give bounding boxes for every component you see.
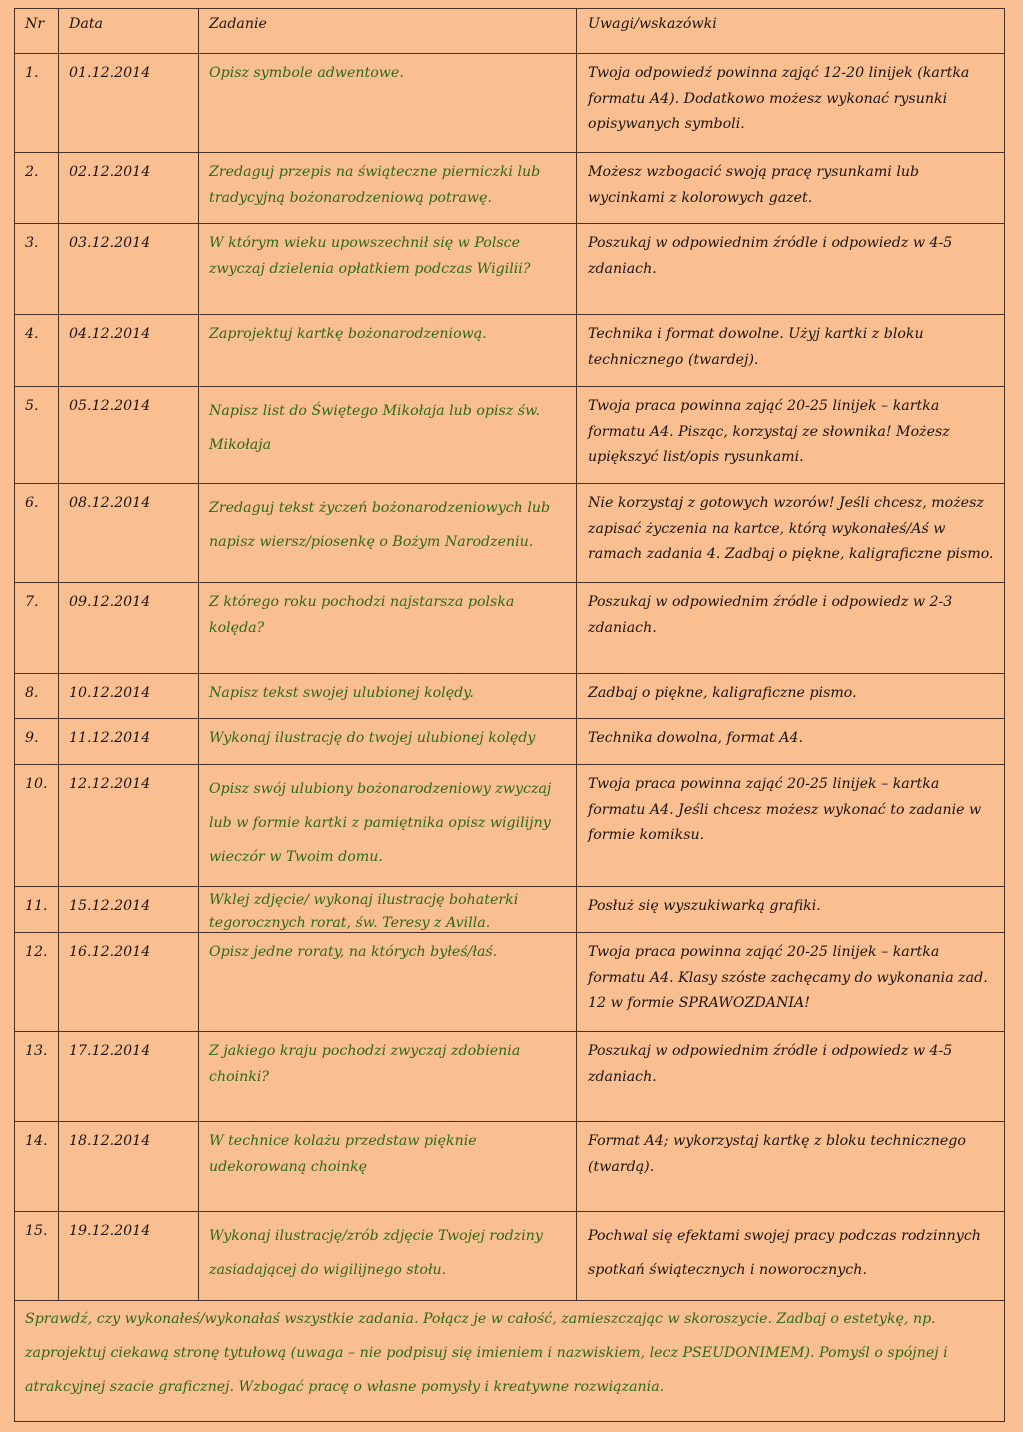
row-notes: Twoja odpowiedź powinna zająć 12-20 linijek (kartka formatu A4). Dodatkowo możesz wykonać rysunki opisywanych symboli.	[588, 65, 970, 132]
row-nr: 2.	[15, 153, 59, 223]
table-row	[15, 54, 1004, 153]
row-notes: Technika i format dowolne. Użyj kartki z bloku technicznego (twardej).	[588, 326, 924, 368]
header-task: Zadanie	[199, 9, 577, 53]
row-date: 01.12.2014	[59, 54, 199, 152]
row-notes: Technika dowolna, format A4.	[588, 730, 804, 746]
row-task: Zaprojektuj kartkę bożonarodzeniową.	[199, 315, 577, 386]
row-notes: Nie korzystaj z gotowych wzorów! Jeśli chcesz, możesz zapisać życzenia na kartce, którą wykonałeś/Aś w ramach zadania 4. Zadbaj o piękne, kaligraficzne pismo.	[588, 495, 994, 562]
row-notes: Poszukaj w odpowiednim źródle i odpowiedz w 4-5 zdaniach.	[588, 235, 953, 277]
table-row	[15, 887, 1004, 933]
row-notes: Poszukaj w odpowiednim źródle i odpowiedz w 4-5 zdaniach.	[588, 1043, 953, 1085]
row-task: Wykonaj ilustrację/zrób zdjęcie Twojej rodziny zasiadającej do wigilijnego stołu.	[199, 1212, 577, 1300]
row-nr: 6.	[15, 484, 59, 582]
row-date: 16.12.2014	[59, 933, 199, 1031]
table-header-row	[15, 9, 1004, 54]
row-notes: Poszukaj w odpowiednim źródle i odpowiedz w 2-3 zdaniach.	[588, 594, 953, 636]
table-row	[15, 1122, 1004, 1212]
row-notes: Pochwal się efektami swojej pracy podczas rodzinnych spotkań świątecznych i noworocznych.	[588, 1228, 981, 1278]
row-nr: 14.	[15, 1122, 59, 1211]
row-notes: Twoja praca powinna zająć 20-25 linijek – kartka formatu A4. Klasy szóste zachęcamy do wykonania zad. 12 w formie SPRAWOZDANIA!	[588, 944, 988, 1011]
row-notes: Możesz wzbogacić swoją pracę rysunkami lub wycinkami z kolorowych gazet.	[588, 164, 920, 206]
row-task: Opisz swój ulubiony bożonarodzeniowy zwyczaj lub w formie kartki z pamiętnika opisz wigilijny wieczór w Twoim domu.	[199, 765, 577, 886]
row-nr: 13.	[15, 1032, 59, 1121]
row-nr: 7.	[15, 583, 59, 673]
row-notes: Posłuż się wyszukiwarką grafiki.	[588, 898, 821, 914]
table-row	[15, 224, 1004, 315]
assignment-table	[14, 8, 1005, 1422]
row-task: Opisz jedne roraty, na których byłeś/łaś.	[199, 933, 577, 1031]
row-date: 10.12.2014	[59, 674, 199, 718]
table-row	[15, 719, 1004, 765]
table-row	[15, 315, 1004, 387]
row-date: 09.12.2014	[59, 583, 199, 673]
table-row	[15, 933, 1004, 1032]
header-notes: Uwagi/wskazówki	[588, 16, 717, 32]
row-date: 19.12.2014	[59, 1212, 199, 1300]
row-task: Z którego roku pochodzi najstarsza polska kolęda?	[199, 583, 577, 673]
row-task: Napisz tekst swojej ulubionej kolędy.	[199, 674, 577, 718]
row-nr: 8.	[15, 674, 59, 718]
row-date: 05.12.2014	[59, 387, 199, 483]
table-row	[15, 1032, 1004, 1122]
row-nr: 10.	[15, 765, 59, 886]
row-task: Zredaguj przepis na świąteczne pierniczki lub tradycyjną bożonarodzeniową potrawę.	[199, 153, 577, 223]
row-task: Napisz list do Świętego Mikołaja lub opisz św. Mikołaja	[199, 387, 577, 483]
row-date: 12.12.2014	[59, 765, 199, 886]
row-date: 02.12.2014	[59, 153, 199, 223]
row-notes: Twoja praca powinna zająć 20-25 linijek – kartka formatu A4. Pisząc, korzystaj ze słownika! Możesz upiększyć list/opis rysunkami.	[588, 398, 950, 465]
header-nr: Nr	[15, 9, 59, 53]
row-date: 03.12.2014	[59, 224, 199, 314]
table-row	[15, 387, 1004, 484]
row-date: 08.12.2014	[59, 484, 199, 582]
row-task: Z jakiego kraju pochodzi zwyczaj zdobienia choinki?	[199, 1032, 577, 1121]
table-row	[15, 1212, 1004, 1301]
row-notes: Format A4; wykorzystaj kartkę z bloku technicznego (twardą).	[588, 1133, 966, 1175]
row-nr: 4.	[15, 315, 59, 386]
row-nr: 1.	[15, 54, 59, 152]
row-nr: 15.	[15, 1212, 59, 1300]
table-row	[15, 153, 1004, 224]
row-task: Wklej zdjęcie/ wykonaj ilustrację bohaterki tegorocznych rorat, św. Teresy z Avilla.	[199, 887, 577, 932]
row-task: W którym wieku upowszechnił się w Polsce zwyczaj dzielenia opłatkiem podczas Wigilii?	[199, 224, 577, 314]
row-date: 17.12.2014	[59, 1032, 199, 1121]
row-nr: 12.	[15, 933, 59, 1031]
footer-note: Sprawdź, czy wykonałeś/wykonałaś wszystkie zadania. Połącz je w całość, zamieszczając w skoroszycie. Zadbaj o estetykę, np. zaprojektuj ciekawą stronę tytułową (uwaga – nie podpisuj się imieniem i nazwiskiem, lecz PSEUDONIMEM). Pomyśl o spójnej i atrakcyjnej szacie graficznej. Wzbogać pracę o własne pomysły i kreatywne rozwiązania.	[25, 1311, 948, 1395]
row-nr: 3.	[15, 224, 59, 314]
row-notes: Twoja praca powinna zająć 20-25 linijek – kartka formatu A4. Jeśli chcesz możesz wykonać to zadanie w formie komiksu.	[588, 776, 982, 843]
row-nr: 11.	[15, 887, 59, 932]
table-row	[15, 674, 1004, 719]
row-nr: 5.	[15, 387, 59, 483]
row-task: Wykonaj ilustrację do twojej ulubionej kolędy	[199, 719, 577, 764]
header-date: Data	[59, 9, 199, 53]
row-date: 04.12.2014	[59, 315, 199, 386]
row-date: 11.12.2014	[59, 719, 199, 764]
row-nr: 9.	[15, 719, 59, 764]
row-date: 18.12.2014	[59, 1122, 199, 1211]
row-notes: Zadbaj o piękne, kaligraficzne pismo.	[588, 685, 857, 701]
row-date: 15.12.2014	[59, 887, 199, 932]
table-row	[15, 484, 1004, 583]
row-task: Zredaguj tekst życzeń bożonarodzeniowych lub napisz wiersz/piosenkę o Bożym Narodzeniu.	[199, 484, 577, 582]
row-task: W technice kolażu przedstaw pięknie udekorowaną choinkę	[199, 1122, 577, 1211]
row-task: Opisz symbole adwentowe.	[199, 54, 577, 152]
table-row	[15, 583, 1004, 674]
table-row	[15, 765, 1004, 887]
